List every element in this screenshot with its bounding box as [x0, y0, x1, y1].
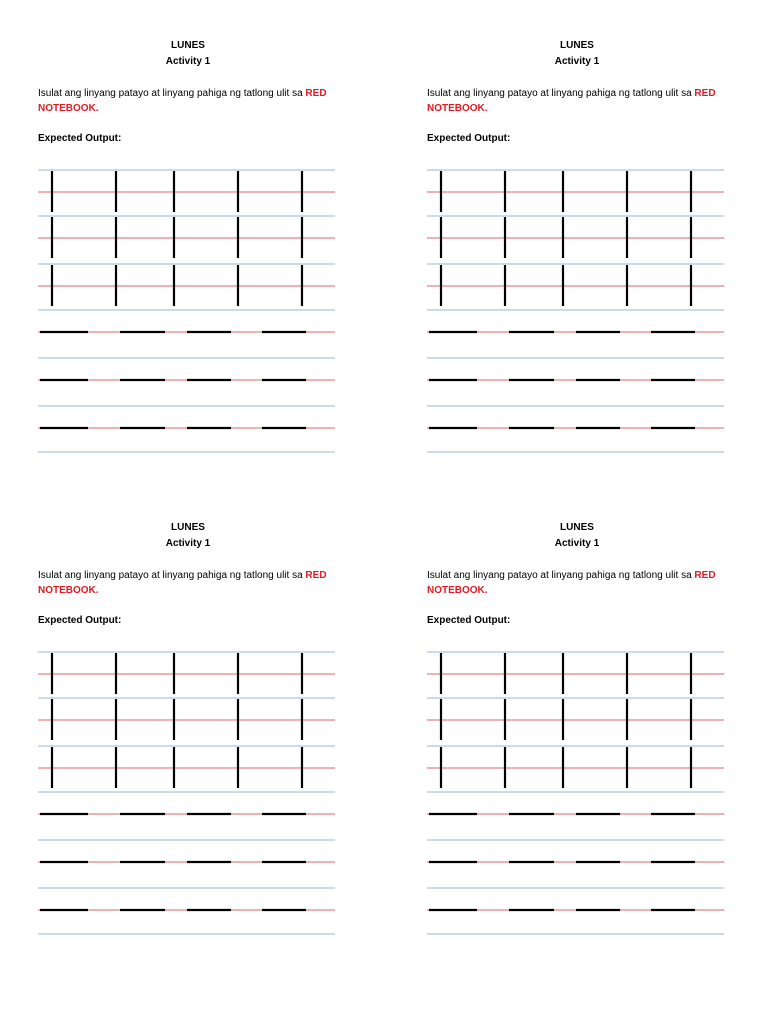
instruction-text: Isulat ang linyang patayo at linyang pahiga ng tatlong ulit sa	[427, 88, 692, 99]
expected-output-label: Expected Output:	[427, 615, 511, 626]
card-instruction	[38, 86, 328, 116]
activity-card-3	[38, 482, 338, 902]
card-instruction	[427, 86, 717, 116]
instruction-text: Isulat ang linyang patayo at linyang pahiga ng tatlong ulit sa	[38, 88, 303, 99]
writing-practice-lines	[427, 162, 727, 462]
instruction-text: Isulat ang linyang patayo at linyang pahiga ng tatlong ulit sa	[427, 570, 692, 581]
activity-card-2	[427, 0, 727, 420]
instruction-text: Isulat ang linyang patayo at linyang pahiga ng tatlong ulit sa	[38, 570, 303, 581]
writing-practice-lines	[38, 162, 338, 462]
writing-practice-lines	[38, 644, 338, 944]
card-activity-title: Activity 1	[554, 538, 600, 549]
activity-card-1	[38, 0, 338, 420]
red-notebook-emphasis: RED NOTEBOOK.	[38, 88, 327, 114]
card-activity-title: Activity 1	[165, 56, 211, 67]
expected-output-label: Expected Output:	[38, 615, 122, 626]
card-day-title: LUNES	[560, 522, 594, 533]
red-notebook-emphasis: RED NOTEBOOK.	[427, 570, 716, 596]
red-notebook-emphasis: RED NOTEBOOK.	[427, 88, 716, 114]
card-activity-title: Activity 1	[165, 538, 211, 549]
card-day-title: LUNES	[560, 40, 594, 51]
card-day-title: LUNES	[171, 40, 205, 51]
expected-output-label: Expected Output:	[38, 133, 122, 144]
writing-practice-lines	[427, 644, 727, 944]
red-notebook-emphasis: RED NOTEBOOK.	[38, 570, 327, 596]
card-instruction	[427, 568, 717, 598]
expected-output-label: Expected Output:	[427, 133, 511, 144]
card-day-title: LUNES	[171, 522, 205, 533]
card-activity-title: Activity 1	[554, 56, 600, 67]
card-instruction	[38, 568, 328, 598]
activity-card-4	[427, 482, 727, 902]
